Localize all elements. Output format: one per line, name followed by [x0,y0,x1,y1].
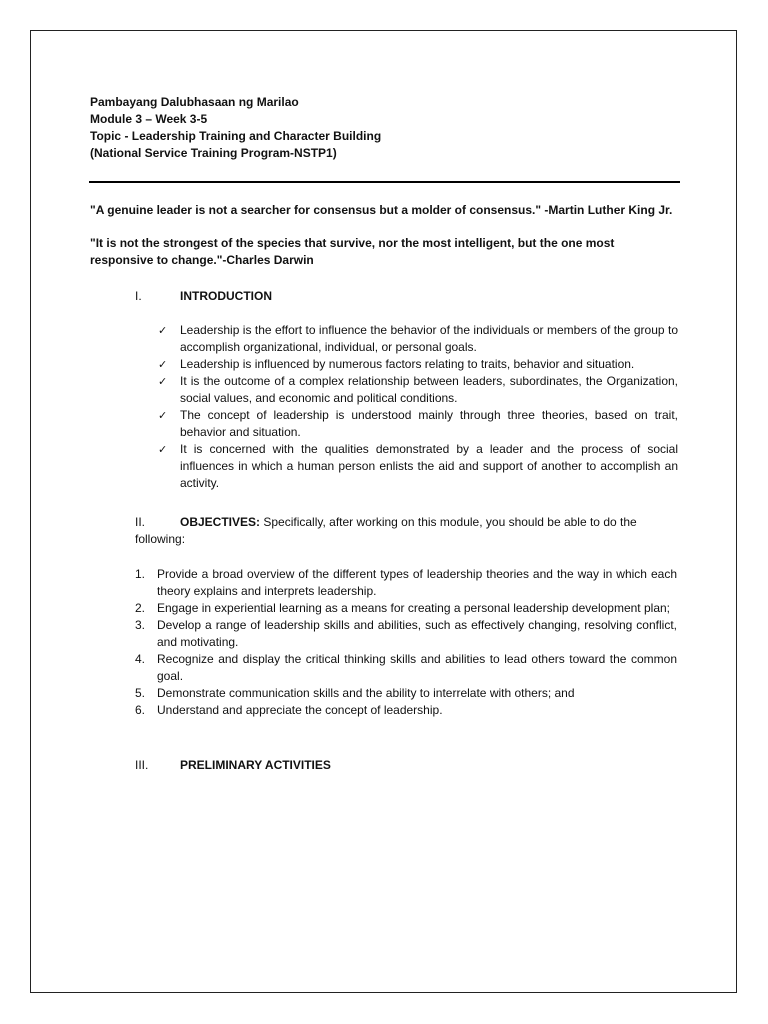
topic-line: Topic - Leadership Training and Character Building [90,129,382,143]
check-icon: ✓ [158,409,168,422]
objectives-list [135,566,677,719]
check-icon: ✓ [158,443,168,456]
module-line: Module 3 – Week 3-5 [90,112,208,126]
quote-darwin: "It is not the strongest of the species that survive, nor the most intelligent, but the one most responsive to change."-Charles Darwin [90,236,615,267]
section-numeral: I. [135,289,142,303]
introduction-list [158,322,678,492]
section-title: INTRODUCTION [180,289,272,303]
list-item: ✓ It is concerned with the qualities demonstrated by a leader and the process of social influences in which a human person enlists the aid and support of another to accomplish an activity. [158,442,678,490]
objectives-intro: Specifically, after working on this module, you should be able to do the following: [135,515,637,546]
document-header [90,94,680,162]
list-item: 1. Provide a broad overview of the different types of leadership theories and the way in which each theory explains and interprets leadership. [135,567,677,598]
list-item: ✓ Leadership is influenced by numerous factors relating to traits, behavior and situation. [158,357,635,371]
list-item: 3. Develop a range of leadership skills and abilities, such as effectively changing, resolving conflict, and motivating. [135,618,677,649]
program-line: (National Service Training Program-NSTP1) [90,146,337,160]
check-icon: ✓ [158,324,168,337]
check-icon: ✓ [158,375,168,388]
section-numeral: II. [135,515,146,529]
list-item: 2. Engage in experiential learning as a means for creating a personal leadership development plan; [135,601,670,615]
objectives-paragraph [135,514,678,548]
list-item: 4. Recognize and display the critical thinking skills and abilities to lead others toward the common goal. [135,652,677,683]
check-icon: ✓ [158,358,168,371]
list-item: ✓ The concept of leadership is understood mainly through three theories, based on trait, behavior and situation. [158,408,678,439]
quote-mlk: "A genuine leader is not a searcher for consensus but a molder of consensus." -Martin Luther King Jr. [90,203,673,217]
section-title: OBJECTIVES: [180,515,261,529]
header-divider [89,181,680,183]
list-item: 6. Understand and appreciate the concept of leadership. [135,703,443,717]
document-page [30,30,737,993]
list-item: ✓ Leadership is the effort to influence the behavior of the individuals or members of the group to accomplish organizational, individual, or personal goals. [158,323,678,354]
section-title: PRELIMINARY ACTIVITIES [180,758,331,772]
list-item: 5. Demonstrate communication skills and the ability to interrelate with others; and [135,686,575,700]
section-numeral: III. [135,758,149,772]
school-name: Pambayang Dalubhasaan ng Marilao [90,95,299,109]
list-item: ✓ It is the outcome of a complex relationship between leaders, subordinates, the Organization, social values, and economic and political conditions. [158,374,678,405]
